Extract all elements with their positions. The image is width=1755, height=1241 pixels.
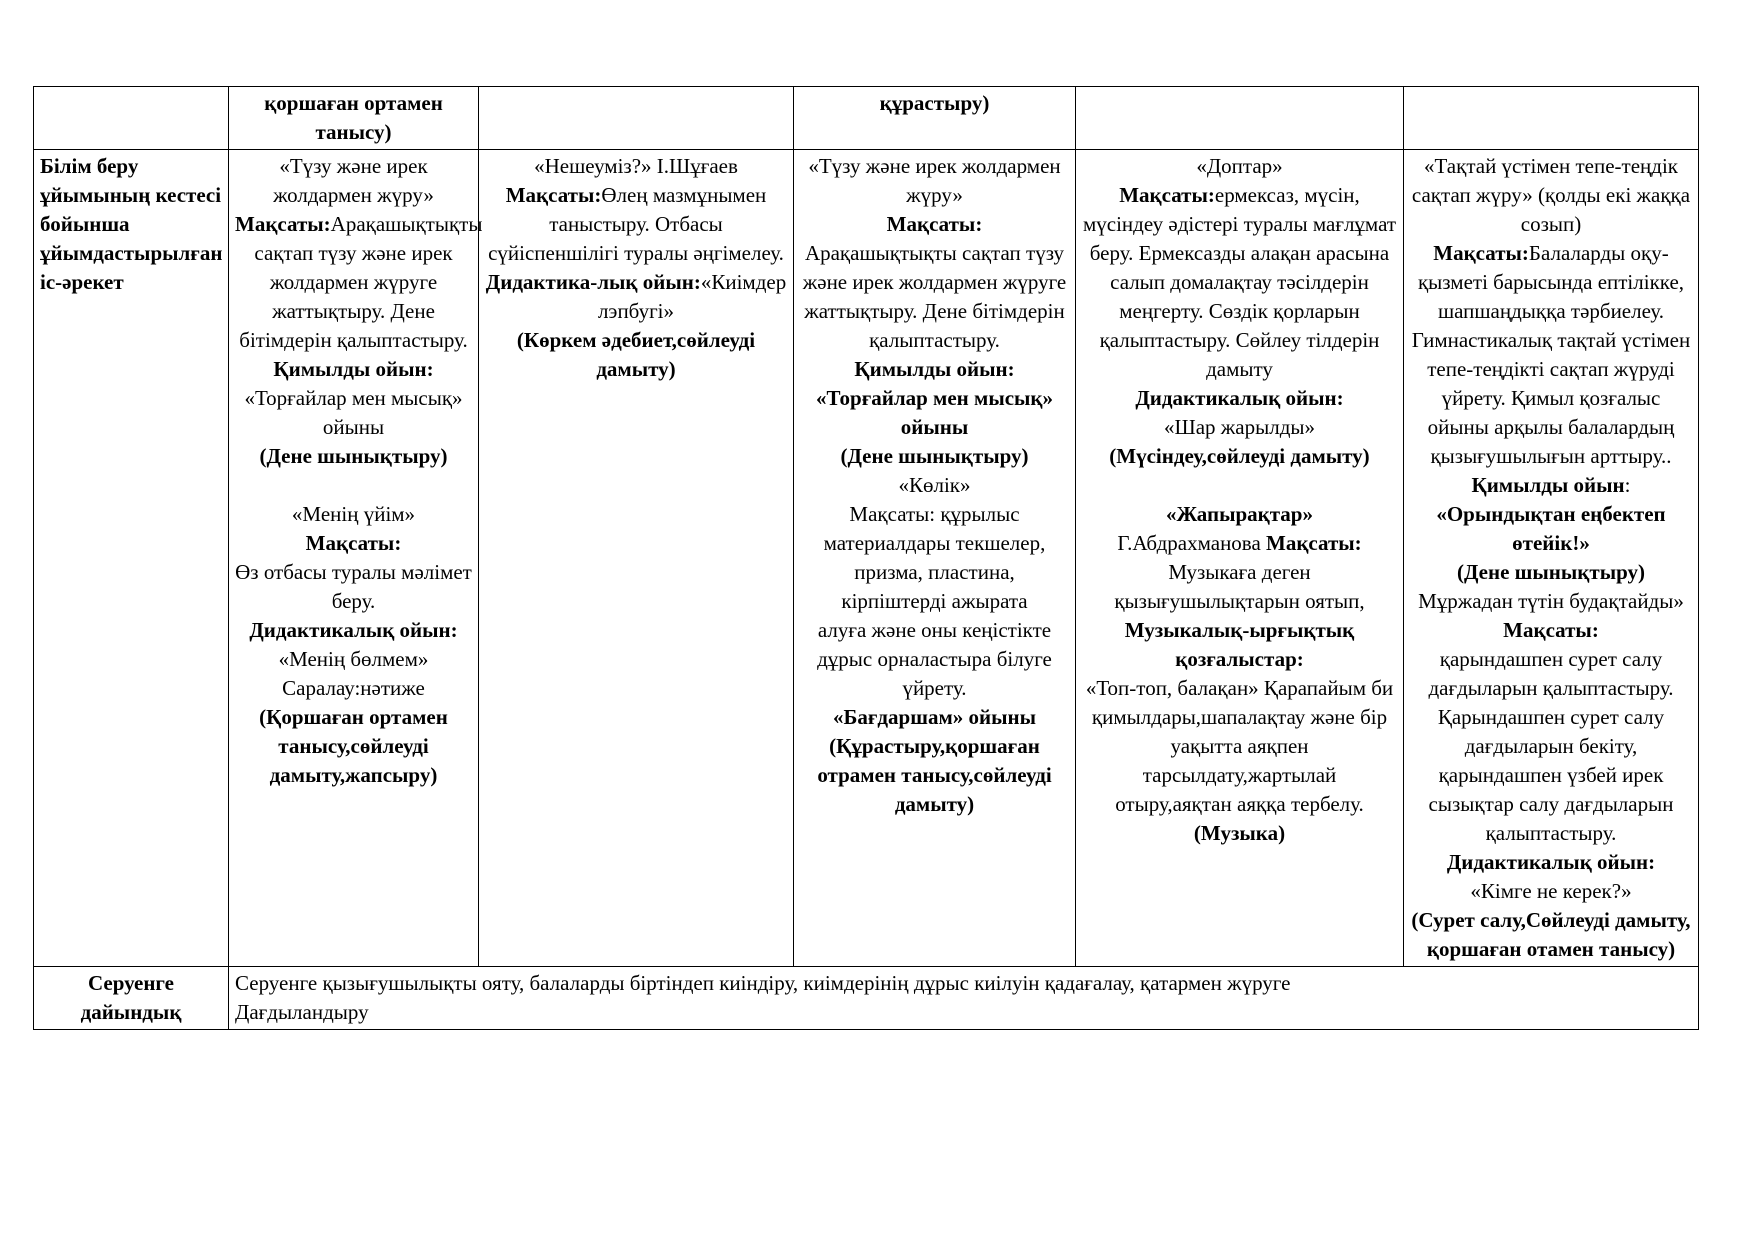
friday-game-2-label: Дидактикалық ойын: bbox=[1446, 850, 1656, 874]
friday-goal-1 bbox=[1410, 239, 1692, 471]
colon: : bbox=[1624, 473, 1631, 497]
friday-topic-1: «Тақтай үстімен тепе-теңдік сақтап жүру» (қолды екі жаққа созып) bbox=[1411, 154, 1691, 236]
wednesday-game-1-text: «Торғайлар мен мысық» ойыны bbox=[815, 386, 1054, 439]
wednesday-goal-2-text: Мақсаты: құрылыс материалдары текшелер, призма, пластина, кірпіштерді ажырата bbox=[823, 502, 1046, 613]
monday-topic-2: «Менің үйім» bbox=[291, 502, 416, 526]
game-label: Дидактика-лық ойын: bbox=[485, 270, 701, 294]
thursday-game-2 bbox=[1082, 674, 1397, 848]
monday-goal-2-text: Өз отбасы туралы мәлімет беру. bbox=[235, 560, 472, 613]
tuesday-topic-1: «Нешеуміз?» І.Шұғаев bbox=[534, 154, 738, 178]
thursday-goal-1 bbox=[1082, 181, 1397, 384]
walk-preparation-line-1: Серуенге қызығушылықты ояту, балаларды біртіндеп киіндіру, киімдерінің дұрыс киілуін қадағалау, қатармен жүруге bbox=[235, 971, 1291, 995]
table-row-walk-preparation bbox=[34, 967, 1699, 1030]
monday-game-2-result: Саралау:нәтиже bbox=[282, 676, 425, 700]
row-label-walk-preparation: Серуенге дайындық bbox=[34, 967, 229, 1030]
thursday-game-2-label: Музыкалық-ырғықтық қозғалыстар: bbox=[1124, 618, 1355, 671]
wednesday-goal-1-label: Мақсаты: bbox=[886, 212, 983, 236]
weekly-plan-table bbox=[33, 86, 1699, 1030]
walk-preparation-text-cell bbox=[229, 967, 1699, 1030]
friday-game-1-text: «Орындықтан еңбектеп өтейік!» bbox=[1436, 502, 1666, 555]
wednesday-topic-2: «Көлік» bbox=[898, 473, 971, 497]
wednesday-topic-1: «Түзу және ирек жолдармен жүру» bbox=[808, 154, 1061, 207]
thursday-goal-2 bbox=[1082, 529, 1397, 558]
monday-goal-2-label: Мақсаты: bbox=[305, 531, 402, 555]
author-name: Г.Абдрахманова bbox=[1117, 531, 1261, 555]
wednesday-game-2-area: (Құрастыру,қоршаған отрамен танысу,сөйлеуді дамыту) bbox=[817, 734, 1052, 816]
wednesday-game-1-label: Қимылды ойын: bbox=[854, 357, 1015, 381]
game-text: «Топ-топ, балақан» Қарапайым би қимылдары,шапалақтау және бір уақытта аяқпен тарсылдату,жартылай отыру,аяқтан аяққа тербелу. bbox=[1085, 676, 1394, 816]
goal-label: Мақсаты: bbox=[1433, 241, 1529, 265]
row1-thursday-cell bbox=[1076, 87, 1404, 150]
wednesday-goal-2-text-cont: алуға және оны кеңістікте дұрыс орналастыра білуге үйрету. bbox=[817, 618, 1052, 700]
wednesday-goal-1-text: Арақашықтықты сақтап түзу және ирек жолдармен жүруге жаттықтыру. Дене бітімдерін қалыптастыру. bbox=[802, 241, 1067, 352]
goal-label: Мақсаты: bbox=[505, 183, 602, 207]
spacer bbox=[1082, 471, 1397, 500]
tuesday-game-1-area: (Көркем әдебиет,сөйлеуді дамыту) bbox=[516, 328, 756, 381]
monday-game-1-area: (Дене шынықтыру) bbox=[259, 444, 448, 468]
wednesday-game-2-text: «Бағдаршам» ойыны bbox=[833, 705, 1036, 729]
game-area: (Музыка) bbox=[1193, 821, 1286, 845]
row-label-organized-activity: Білім беру ұйымының кестесі бойынша ұйымдастырылған іс-әрекет bbox=[34, 150, 229, 967]
thursday-game-1-text: «Шар жарылды» bbox=[1164, 415, 1315, 439]
wednesday-game-1-area: (Дене шынықтыру) bbox=[840, 444, 1029, 468]
monday-game-1-label: Қимылды ойын: bbox=[273, 357, 434, 381]
spacer bbox=[235, 471, 472, 500]
monday-game-2-text: «Менің бөлмем» bbox=[278, 647, 429, 671]
tuesday-activity-cell bbox=[479, 150, 794, 967]
friday-activity-cell bbox=[1404, 150, 1699, 967]
monday-game-2-label: Дидактикалық ойын: bbox=[249, 618, 458, 642]
row1-label-cell bbox=[34, 87, 229, 150]
thursday-topic-1: «Доптар» bbox=[1196, 154, 1283, 178]
goal-text: Өлең мазмұнымен таныстыру. Отбасы сүйіспеншілігі туралы әңгімелеу. bbox=[488, 183, 784, 265]
tuesday-goal-1 bbox=[485, 181, 787, 268]
row1-monday-cell: қоршаған ортамен танысу) bbox=[229, 87, 479, 150]
monday-game-2-area: (Қоршаған ортамен танысу,сөйлеуді дамыту,жапсыру) bbox=[259, 705, 448, 787]
goal-text: Арақашықтықты сақтап түзу және ирек жолдармен жүруге жаттықтыру. Дене бітімдерін қалыптастыру. bbox=[239, 212, 483, 352]
thursday-game-1-label: Дидактикалық ойын: bbox=[1135, 386, 1344, 410]
friday-topic-2: Мұржадан түтін будақтайды» bbox=[1418, 589, 1684, 613]
friday-goal-2-label: Мақсаты: bbox=[1503, 618, 1599, 642]
goal-label: Мақсаты: bbox=[1119, 183, 1215, 207]
row1-wednesday-cell: құрастыру) bbox=[794, 87, 1076, 150]
friday-goal-2-text: қарындашпен сурет салу дағдыларын қалыптастыру. Қарындашпен сурет салу дағдыларын бекіту, қарындашпен үзбей ирек сызықтар салу дағдыларын қалыптастыру. bbox=[1428, 647, 1674, 845]
game-label: Қимылды ойын bbox=[1471, 473, 1625, 497]
monday-topic-1: «Түзу және ирек жолдармен жүру» bbox=[273, 154, 434, 207]
thursday-activity-cell bbox=[1076, 150, 1404, 967]
friday-game-1-label bbox=[1410, 471, 1692, 500]
table-row-continuation bbox=[34, 87, 1699, 150]
friday-game-2-area: (Сурет салу,Сөйлеуді дамыту, қоршаған отамен танысу) bbox=[1411, 908, 1691, 961]
tuesday-game-1 bbox=[485, 268, 787, 326]
game-text: «Киімдер лэпбугі» bbox=[597, 270, 787, 323]
friday-game-2-text: «Кімге не керек?» bbox=[1470, 879, 1632, 903]
monday-goal-1 bbox=[235, 210, 483, 355]
row1-friday-cell bbox=[1404, 87, 1699, 150]
goal-text: Балаларды оқу-қызметі барысында ептілікке, шапшаңдыққа тәрбиелеу. Гимнастикалық тақтай үстімен тепе-теңдікті сақтап жүруді үйрету. Қимыл қозғалыс ойыны арқылы балалардың қызығушылығын арттыру.. bbox=[1411, 241, 1691, 468]
goal-label: Мақсаты: bbox=[1266, 531, 1362, 555]
friday-game-1-area: (Дене шынықтыру) bbox=[1456, 560, 1645, 584]
monday-game-1-text: «Торғайлар мен мысық» ойыны bbox=[244, 386, 463, 439]
goal-text: ермексаз, мүсін, мүсіндеу әдістері туралы мағлұмат беру. Ермексазды алақан арасына салып домалақтау тәсілдерін меңгерту. Сөздік қорларын қалыптастыру. Сөйлеу тілдерін дамыту bbox=[1082, 183, 1397, 381]
wednesday-activity-cell bbox=[794, 150, 1076, 967]
table-row-organized-activity bbox=[34, 150, 1699, 967]
row1-tuesday-cell bbox=[479, 87, 794, 150]
walk-preparation-line-2: Дағдыландыру bbox=[235, 1000, 369, 1024]
goal-label: Мақсаты: bbox=[235, 212, 331, 236]
thursday-game-1-area: (Мүсіндеу,сөйлеуді дамыту) bbox=[1109, 444, 1370, 468]
thursday-topic-2: «Жапырақтар» bbox=[1166, 502, 1313, 526]
monday-activity-cell bbox=[229, 150, 483, 967]
thursday-goal-2-text: Музыкаға деген қызығушылықтарын оятып, bbox=[1114, 560, 1365, 613]
